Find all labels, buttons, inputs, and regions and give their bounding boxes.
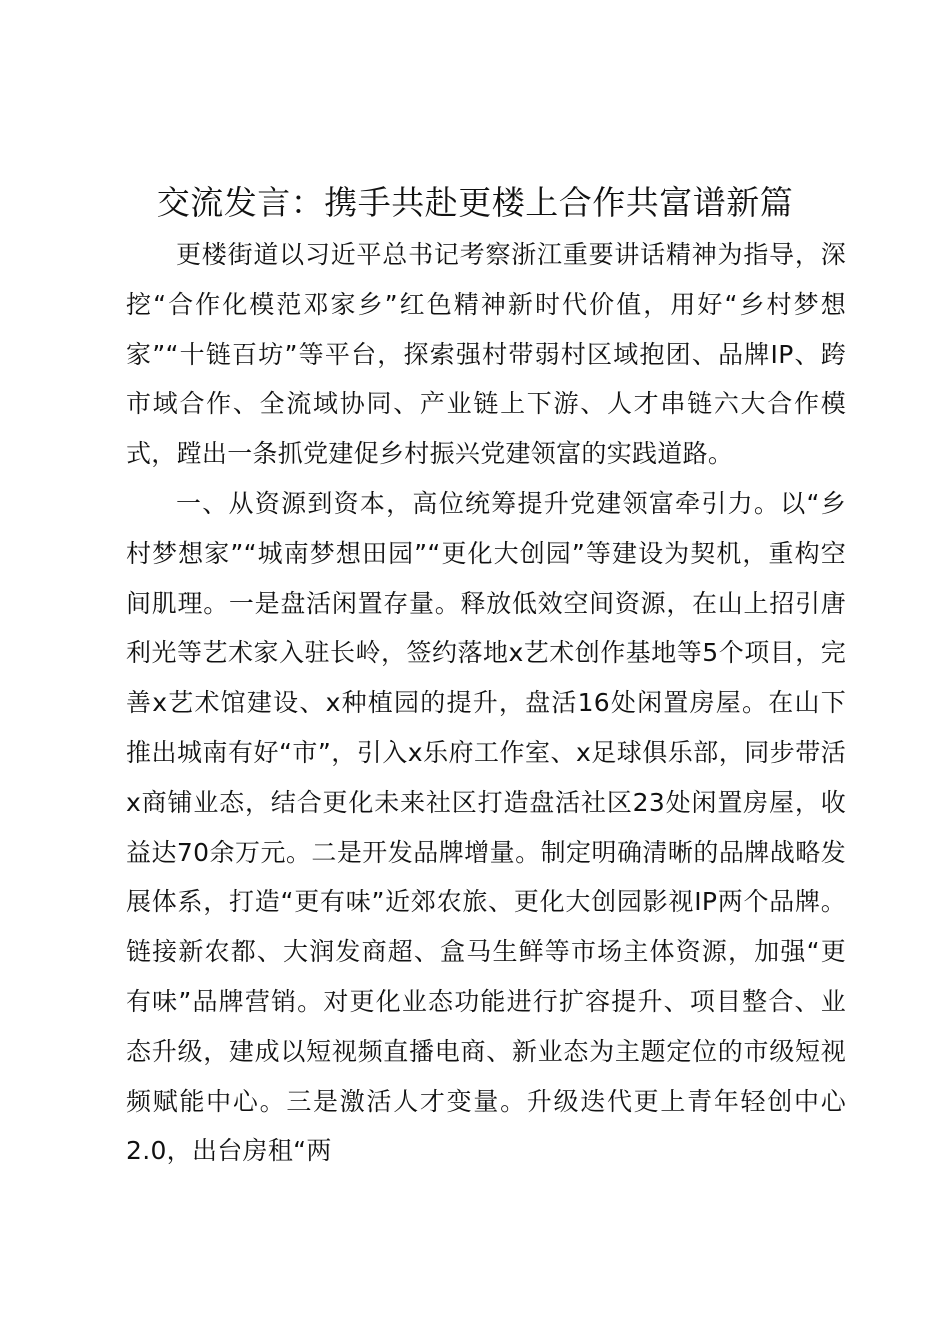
- paragraph-section-one: 一、从资源到资本，高位统筹提升党建领富牵引力。以“乡村梦想家”“城南梦想田园”“更化大创园”等建设为契机，重构空间肌理。一是盘活闲置存量。释放低效空间资源，在山上招引唐利光等艺术家入驻长岭，签约落地x艺术创作基地等5个项目，完善x艺术馆建设、x种植园的提升，盘活16处闲置房屋。在山下推出城南有好“市”，引入x乐府工作室、x足球俱乐部，同步带活x商铺业态，结合更化未来社区打造盘活社区23处闲置房屋，收益达70余万元。二是开发品牌增量。制定明确清晰的品牌战略发展体系，打造“更有味”近郊农旅、更化大创园影视IP两个品牌。链接新农都、大润发商超、盒马生鲜等市场主体资源，加强“更有味”品牌营销。对更化业态功能进行扩容提升、项目整合、业态升级，建成以短视频直播电商、新业态为主题定位的市级短视频赋能中心。三是激活人才变量。升级迭代更上青年轻创中心2.0，出台房租“两: [126, 488, 846, 1166]
- paragraph-intro: 更楼街道以习近平总书记考察浙江重要讲话精神为指导，深挖“合作化模范邓家乡”红色精神新时代价值，用好“乡村梦想家”“十链百坊”等平台，探索强村带弱村区域抱团、品牌IP、跨市域合作、全流域协同、产业链上下游、人才串链六大合作模式，蹚出一条抓党建促乡村振兴党建领富的实践道路。: [126, 240, 846, 469]
- document-title: 交流发言：携手共赴更楼上合作共富谱新篇: [156, 183, 794, 222]
- document-body: [126, 230, 846, 1176]
